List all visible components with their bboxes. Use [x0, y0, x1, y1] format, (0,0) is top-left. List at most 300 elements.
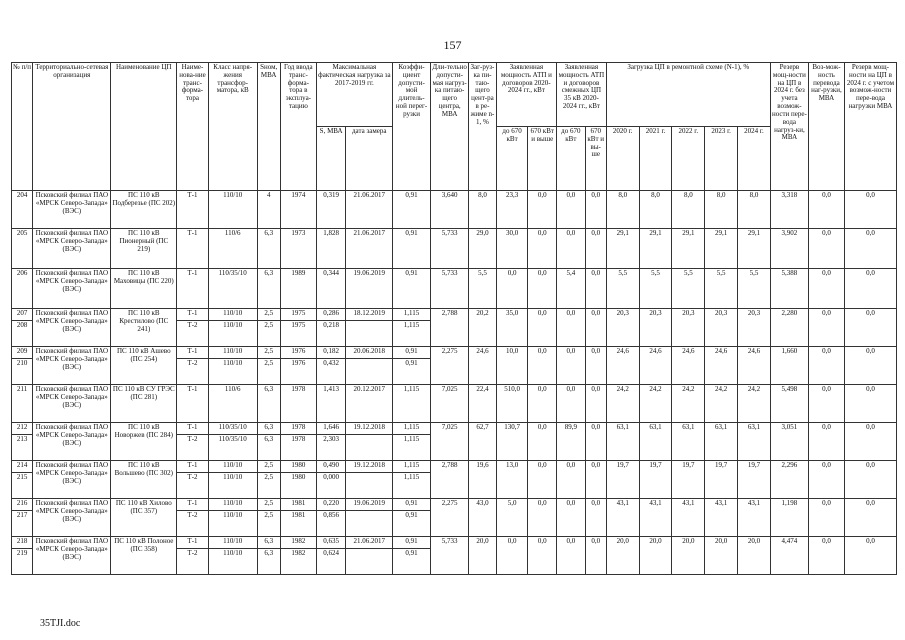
row-number: 213	[12, 435, 33, 461]
repair-load-2023: 43,1	[705, 499, 738, 537]
load-percent: 8,0	[469, 191, 497, 229]
transfer-value: 0,0	[808, 309, 844, 347]
org-name: Псковский филиал ПАО «МРСК Северо-Запада» (ВЭС)	[33, 269, 111, 309]
header-name: Наименование ЦП	[111, 63, 177, 191]
repair-load-2020: 19,7	[606, 461, 639, 499]
row-number: 218	[12, 537, 33, 549]
overload-coefficient: 0,91	[393, 191, 431, 229]
org-name: Псковский филиал ПАО «МРСК Северо-Запада» (ВЭС)	[33, 385, 111, 423]
header-over670b: 670 кВт и вы-ше	[585, 127, 606, 191]
repair-load-2021: 63,1	[639, 423, 672, 461]
voltage-class: 110/10	[208, 473, 257, 499]
repair-load-2020: 43,1	[606, 499, 639, 537]
commission-year: 1978	[280, 435, 316, 461]
table-body	[12, 191, 897, 575]
header-transfer: Воз-мож-ность перевода наг-рузки, МВА	[808, 63, 844, 191]
transformer-name: Т-2	[177, 359, 209, 385]
measurement-date	[346, 321, 393, 347]
declared-adj-to670: 0,0	[557, 385, 586, 423]
snom-value: 6,3	[257, 423, 280, 435]
table-row	[12, 499, 897, 511]
transfer-value: 0,0	[808, 499, 844, 537]
repair-load-2024: 8,0	[738, 191, 771, 229]
repair-load-2024: 43,1	[738, 499, 771, 537]
row-number: 217	[12, 511, 33, 537]
row-number: 209	[12, 347, 33, 359]
table-row	[12, 423, 897, 435]
substation-name: ПС 110 кВ Полоное (ПС 358)	[111, 537, 177, 575]
transformer-name: Т-1	[177, 537, 209, 549]
substation-name: ПС 110 кВ Новоржев (ПС 284)	[111, 423, 177, 461]
header-coeff: Коэффи-циент допусти-мой длитель-ной перег-рузки	[393, 63, 431, 191]
header-reserve: Резерв мощ-ности на ЦП в 2024 г. без учета возмож-ности пере-вода нагруз-ки, МВА	[770, 63, 808, 191]
header-y2023: 2023 г.	[705, 127, 738, 191]
reserve-with-transfer: 0,0	[844, 347, 896, 385]
repair-load-2022: 63,1	[672, 423, 705, 461]
declared-atp-over670: 0,0	[528, 309, 557, 347]
repair-load-2023: 8,0	[705, 191, 738, 229]
header-y2020: 2020 г.	[606, 127, 639, 191]
header-over670: 670 кВт и выше	[528, 127, 557, 191]
declared-adj-over670: 0,0	[585, 499, 606, 537]
transfer-value: 0,0	[808, 537, 844, 575]
table-row	[12, 309, 897, 321]
declared-atp-to670: 10,0	[496, 347, 528, 385]
allowed-load: 2,275	[431, 347, 469, 385]
row-number: 212	[12, 423, 33, 435]
max-load-value: 2,303	[316, 435, 346, 461]
substation-name: ПС 110 кВ Маховицы (ПС 220)	[111, 269, 177, 309]
overload-coefficient: 1,115	[393, 321, 431, 347]
snom-value: 6,3	[257, 549, 280, 575]
reserve-value: 3,902	[770, 229, 808, 269]
reserve-value: 1,660	[770, 347, 808, 385]
max-load-value: 1,413	[316, 385, 346, 423]
repair-load-2020: 20,3	[606, 309, 639, 347]
row-number: 215	[12, 473, 33, 499]
measurement-date: 21.06.2017	[346, 229, 393, 269]
voltage-class: 110/35/10	[208, 269, 257, 309]
declared-adj-to670: 0,0	[557, 537, 586, 575]
header-year: Год ввода транс-форма-тора в эксплуа-тацию	[280, 63, 316, 191]
table-row	[12, 347, 897, 359]
declared-adj-over670: 0,0	[585, 229, 606, 269]
org-name: Псковский филиал ПАО «МРСК Северо-Запада» (ВЭС)	[33, 309, 111, 347]
declared-adj-over670: 0,0	[585, 385, 606, 423]
repair-load-2024: 24,6	[738, 347, 771, 385]
transformer-name: Т-1	[177, 423, 209, 435]
declared-adj-over670: 0,0	[585, 347, 606, 385]
substation-name: ПС 110 кВ СУ ГРЭС (ПС 281)	[111, 385, 177, 423]
header-to670: до 670 кВт	[496, 127, 528, 191]
max-load-value: 1,646	[316, 423, 346, 435]
commission-year: 1976	[280, 347, 316, 359]
commission-year: 1980	[280, 461, 316, 473]
header-loadpct: Заг-руз-ка пи-таю-щего цент-ра в ре-жиме n-1, %	[469, 63, 497, 191]
repair-load-2021: 20,0	[639, 537, 672, 575]
reserve-with-transfer: 0,0	[844, 499, 896, 537]
declared-atp-to670: 0,0	[496, 269, 528, 309]
transformer-name: Т-2	[177, 549, 209, 575]
measurement-date: 20.06.2018	[346, 347, 393, 359]
voltage-class: 110/10	[208, 321, 257, 347]
repair-load-2023: 29,1	[705, 229, 738, 269]
header-date: дата замера	[346, 127, 393, 191]
overload-coefficient: 1,115	[393, 385, 431, 423]
substation-name: ПС 110 кВ Подберезье (ПС 202)	[111, 191, 177, 229]
substation-load-table	[11, 62, 897, 575]
reserve-value: 1,198	[770, 499, 808, 537]
repair-load-2024: 29,1	[738, 229, 771, 269]
repair-load-2022: 20,3	[672, 309, 705, 347]
org-name: Псковский филиал ПАО «МРСК Северо-Запада» (ВЭС)	[33, 537, 111, 575]
overload-coefficient: 1,115	[393, 461, 431, 473]
row-number: 206	[12, 269, 33, 309]
table-row	[12, 537, 897, 549]
footer-filename: 35TJI.doc	[40, 618, 81, 629]
load-percent: 62,7	[469, 423, 497, 461]
declared-adj-to670: 0,0	[557, 309, 586, 347]
commission-year: 1981	[280, 499, 316, 511]
declared-atp-to670: 30,0	[496, 229, 528, 269]
max-load-value: 1,828	[316, 229, 346, 269]
reserve-with-transfer: 0,0	[844, 461, 896, 499]
voltage-class: 110/10	[208, 191, 257, 229]
repair-load-2023: 19,7	[705, 461, 738, 499]
commission-year: 1981	[280, 511, 316, 537]
voltage-class: 110/35/10	[208, 423, 257, 435]
repair-load-2024: 5,5	[738, 269, 771, 309]
declared-adj-to670: 0,0	[557, 191, 586, 229]
allowed-load: 5,733	[431, 537, 469, 575]
load-percent: 20,0	[469, 537, 497, 575]
row-number: 214	[12, 461, 33, 473]
overload-coefficient: 0,91	[393, 229, 431, 269]
overload-coefficient: 0,91	[393, 269, 431, 309]
repair-load-2020: 8,0	[606, 191, 639, 229]
measurement-date: 19.12.2018	[346, 423, 393, 435]
declared-adj-to670: 0,0	[557, 229, 586, 269]
overload-coefficient: 1,115	[393, 435, 431, 461]
measurement-date	[346, 473, 393, 499]
reserve-value: 3,051	[770, 423, 808, 461]
repair-load-2022: 5,5	[672, 269, 705, 309]
voltage-class: 110/6	[208, 385, 257, 423]
commission-year: 1975	[280, 321, 316, 347]
reserve-with-transfer: 0,0	[844, 269, 896, 309]
declared-adj-over670: 0,0	[585, 537, 606, 575]
voltage-class: 110/10	[208, 359, 257, 385]
row-number: 219	[12, 549, 33, 575]
header-allowed: Дли-тельно допусти-мая нагруз-ка питаю-щего центра, МВА	[431, 63, 469, 191]
transformer-name: Т-2	[177, 435, 209, 461]
header-reserve2: Резерв мощ-ности на ЦП в 2024 г. с учетом возмож-ности пере-вода нагрузки МВА	[844, 63, 896, 191]
measurement-date: 19.12.2018	[346, 461, 393, 473]
overload-coefficient: 0,91	[393, 511, 431, 537]
org-name: Псковский филиал ПАО «МРСК Северо-Запада» (ВЭС)	[33, 191, 111, 229]
commission-year: 1980	[280, 473, 316, 499]
load-percent: 24,6	[469, 347, 497, 385]
repair-load-2020: 24,6	[606, 347, 639, 385]
repair-load-2023: 63,1	[705, 423, 738, 461]
reserve-with-transfer: 0,0	[844, 309, 896, 347]
voltage-class: 110/10	[208, 347, 257, 359]
header-declared-adj: Заявленная мощность АТП и договоров смежных ЦП 35 кВ 2020-2024 гг., кВт	[557, 63, 607, 127]
overload-coefficient: 0,91	[393, 499, 431, 511]
row-number: 207	[12, 309, 33, 321]
snom-value: 2,5	[257, 499, 280, 511]
load-percent: 19,6	[469, 461, 497, 499]
load-percent: 43,0	[469, 499, 497, 537]
transformer-name: Т-2	[177, 511, 209, 537]
commission-year: 1982	[280, 549, 316, 575]
overload-coefficient: 1,115	[393, 423, 431, 435]
transfer-value: 0,0	[808, 461, 844, 499]
table-row	[12, 385, 897, 423]
table-row	[12, 269, 897, 309]
snom-value: 2,5	[257, 347, 280, 359]
measurement-date: 18.12.2019	[346, 309, 393, 321]
reserve-value: 2,280	[770, 309, 808, 347]
transformer-name: Т-1	[177, 229, 209, 269]
repair-load-2023: 20,0	[705, 537, 738, 575]
allowed-load: 2,788	[431, 461, 469, 499]
snom-value: 2,5	[257, 309, 280, 321]
measurement-date	[346, 511, 393, 537]
reserve-with-transfer: 0,0	[844, 423, 896, 461]
commission-year: 1974	[280, 191, 316, 229]
load-percent: 20,2	[469, 309, 497, 347]
header-num: № п/п	[12, 63, 33, 191]
header-to670b: до 670 кВт	[557, 127, 586, 191]
transfer-value: 0,0	[808, 269, 844, 309]
max-load-value: 0,319	[316, 191, 346, 229]
declared-atp-over670: 0,0	[528, 461, 557, 499]
header-transformer: Наиме-нова-ние транс-форма-тора	[177, 63, 209, 191]
declared-atp-to670: 35,0	[496, 309, 528, 347]
declared-atp-to670: 13,0	[496, 461, 528, 499]
header-y2024: 2024 г.	[738, 127, 771, 191]
org-name: Псковский филиал ПАО «МРСК Северо-Запада» (ВЭС)	[33, 423, 111, 461]
repair-load-2022: 29,1	[672, 229, 705, 269]
declared-atp-to670: 510,0	[496, 385, 528, 423]
transfer-value: 0,0	[808, 191, 844, 229]
substation-name: ПС 110 кВ Хилово (ПС 357)	[111, 499, 177, 537]
commission-year: 1973	[280, 229, 316, 269]
commission-year: 1982	[280, 537, 316, 549]
snom-value: 2,5	[257, 321, 280, 347]
header-s-mva: S, МВА	[316, 127, 346, 191]
transformer-name: Т-1	[177, 269, 209, 309]
snom-value: 6,3	[257, 269, 280, 309]
declared-atp-over670: 0,0	[528, 423, 557, 461]
voltage-class: 110/10	[208, 537, 257, 549]
overload-coefficient: 1,115	[393, 473, 431, 499]
repair-load-2021: 29,1	[639, 229, 672, 269]
row-number: 211	[12, 385, 33, 423]
reserve-with-transfer: 0,0	[844, 385, 896, 423]
declared-atp-to670: 130,7	[496, 423, 528, 461]
voltage-class: 110/10	[208, 461, 257, 473]
transformer-name: Т-2	[177, 321, 209, 347]
allowed-load: 2,788	[431, 309, 469, 347]
commission-year: 1975	[280, 309, 316, 321]
repair-load-2020: 24,2	[606, 385, 639, 423]
reserve-value: 5,498	[770, 385, 808, 423]
declared-adj-to670: 0,0	[557, 461, 586, 499]
declared-adj-over670: 0,0	[585, 461, 606, 499]
voltage-class: 110/6	[208, 229, 257, 269]
allowed-load: 5,733	[431, 269, 469, 309]
page-number: 157	[443, 38, 462, 52]
transformer-name: Т-1	[177, 191, 209, 229]
commission-year: 1976	[280, 359, 316, 385]
declared-adj-over670: 0,0	[585, 423, 606, 461]
snom-value: 6,3	[257, 385, 280, 423]
repair-load-2021: 43,1	[639, 499, 672, 537]
header-maxload: Максимальная фактическая нагрузка за 2017-2019 гг.	[316, 63, 392, 127]
declared-atp-over670: 0,0	[528, 229, 557, 269]
repair-load-2022: 43,1	[672, 499, 705, 537]
transfer-value: 0,0	[808, 347, 844, 385]
declared-atp-over670: 0,0	[528, 499, 557, 537]
declared-atp-over670: 0,0	[528, 269, 557, 309]
table-row	[12, 229, 897, 269]
repair-load-2020: 63,1	[606, 423, 639, 461]
max-load-value: 0,286	[316, 309, 346, 321]
repair-load-2023: 5,5	[705, 269, 738, 309]
measurement-date: 19.06.2019	[346, 499, 393, 511]
row-number: 205	[12, 229, 33, 269]
reserve-value: 3,318	[770, 191, 808, 229]
header-snom: Sном, МВА	[257, 63, 280, 191]
declared-adj-to670: 0,0	[557, 499, 586, 537]
org-name: Псковский филиал ПАО «МРСК Северо-Запада» (ВЭС)	[33, 461, 111, 499]
substation-name: ПС 110 кВ Ашево (ПС 254)	[111, 347, 177, 385]
overload-coefficient: 0,91	[393, 359, 431, 385]
max-load-value: 0,182	[316, 347, 346, 359]
repair-load-2021: 20,3	[639, 309, 672, 347]
snom-value: 2,5	[257, 359, 280, 385]
repair-load-2022: 24,6	[672, 347, 705, 385]
reserve-with-transfer: 0,0	[844, 537, 896, 575]
measurement-date: 21.06.2017	[346, 191, 393, 229]
declared-atp-over670: 0,0	[528, 537, 557, 575]
commission-year: 1978	[280, 385, 316, 423]
repair-load-2024: 19,7	[738, 461, 771, 499]
declared-adj-to670: 0,0	[557, 347, 586, 385]
transfer-value: 0,0	[808, 385, 844, 423]
row-number: 208	[12, 321, 33, 347]
declared-atp-to670: 0,0	[496, 537, 528, 575]
table-row	[12, 461, 897, 473]
snom-value: 2,5	[257, 473, 280, 499]
max-load-value: 0,490	[316, 461, 346, 473]
measurement-date: 19.06.2019	[346, 269, 393, 309]
max-load-value: 0,344	[316, 269, 346, 309]
allowed-load: 3,640	[431, 191, 469, 229]
declared-atp-over670: 0,0	[528, 347, 557, 385]
allowed-load: 7,025	[431, 385, 469, 423]
voltage-class: 110/35/10	[208, 435, 257, 461]
header-voltage: Класс напря-жения трансфор-матора, кВ	[208, 63, 257, 191]
repair-load-2023: 20,3	[705, 309, 738, 347]
measurement-date	[346, 359, 393, 385]
allowed-load: 5,733	[431, 229, 469, 269]
commission-year: 1978	[280, 423, 316, 435]
reserve-value: 5,388	[770, 269, 808, 309]
overload-coefficient: 1,115	[393, 309, 431, 321]
header-repair-load: Загрузка ЦП в ремонтной схеме (N-1), %	[606, 63, 770, 127]
repair-load-2024: 20,3	[738, 309, 771, 347]
header-y2021: 2021 г.	[639, 127, 672, 191]
max-load-value: 0,432	[316, 359, 346, 385]
max-load-value: 0,635	[316, 537, 346, 549]
repair-load-2021: 24,6	[639, 347, 672, 385]
snom-value: 6,3	[257, 229, 280, 269]
voltage-class: 110/10	[208, 309, 257, 321]
repair-load-2021: 24,2	[639, 385, 672, 423]
reserve-with-transfer: 0,0	[844, 229, 896, 269]
reserve-with-transfer: 0,0	[844, 191, 896, 229]
repair-load-2022: 20,0	[672, 537, 705, 575]
table-row	[12, 191, 897, 229]
snom-value: 2,5	[257, 511, 280, 537]
measurement-date	[346, 549, 393, 575]
repair-load-2024: 63,1	[738, 423, 771, 461]
transfer-value: 0,0	[808, 229, 844, 269]
repair-load-2024: 20,0	[738, 537, 771, 575]
transformer-name: Т-1	[177, 309, 209, 321]
snom-value: 4	[257, 191, 280, 229]
org-name: Псковский филиал ПАО «МРСК Северо-Запада» (ВЭС)	[33, 229, 111, 269]
repair-load-2020: 20,0	[606, 537, 639, 575]
repair-load-2023: 24,6	[705, 347, 738, 385]
snom-value: 2,5	[257, 461, 280, 473]
measurement-date	[346, 435, 393, 461]
commission-year: 1989	[280, 269, 316, 309]
max-load-value: 0,856	[316, 511, 346, 537]
transformer-name: Т-1	[177, 499, 209, 511]
repair-load-2021: 5,5	[639, 269, 672, 309]
snom-value: 6,3	[257, 537, 280, 549]
repair-load-2022: 19,7	[672, 461, 705, 499]
max-load-value: 0,624	[316, 549, 346, 575]
reserve-value: 2,296	[770, 461, 808, 499]
repair-load-2022: 8,0	[672, 191, 705, 229]
allowed-load: 7,025	[431, 423, 469, 461]
header-declared-atp: Заявленная мощность АТП и договоров 2020-2024 гг., кВт	[496, 63, 556, 127]
overload-coefficient: 0,91	[393, 537, 431, 549]
repair-load-2021: 19,7	[639, 461, 672, 499]
load-percent: 22,4	[469, 385, 497, 423]
substation-name: ПС 110 кВ Вольшево (ПС 302)	[111, 461, 177, 499]
repair-load-2020: 5,5	[606, 269, 639, 309]
substation-name: ПС 110 кВ Пионерный (ПС 219)	[111, 229, 177, 269]
declared-adj-over670: 0,0	[585, 309, 606, 347]
row-number: 204	[12, 191, 33, 229]
declared-atp-over670: 0,0	[528, 191, 557, 229]
declared-adj-over670: 0,0	[585, 191, 606, 229]
measurement-date: 21.06.2017	[346, 537, 393, 549]
load-percent: 29,0	[469, 229, 497, 269]
row-number: 210	[12, 359, 33, 385]
declared-adj-to670: 5,4	[557, 269, 586, 309]
voltage-class: 110/10	[208, 499, 257, 511]
org-name: Псковский филиал ПАО «МРСК Северо-Запада» (ВЭС)	[33, 347, 111, 385]
declared-adj-to670: 89,9	[557, 423, 586, 461]
allowed-load: 2,275	[431, 499, 469, 537]
